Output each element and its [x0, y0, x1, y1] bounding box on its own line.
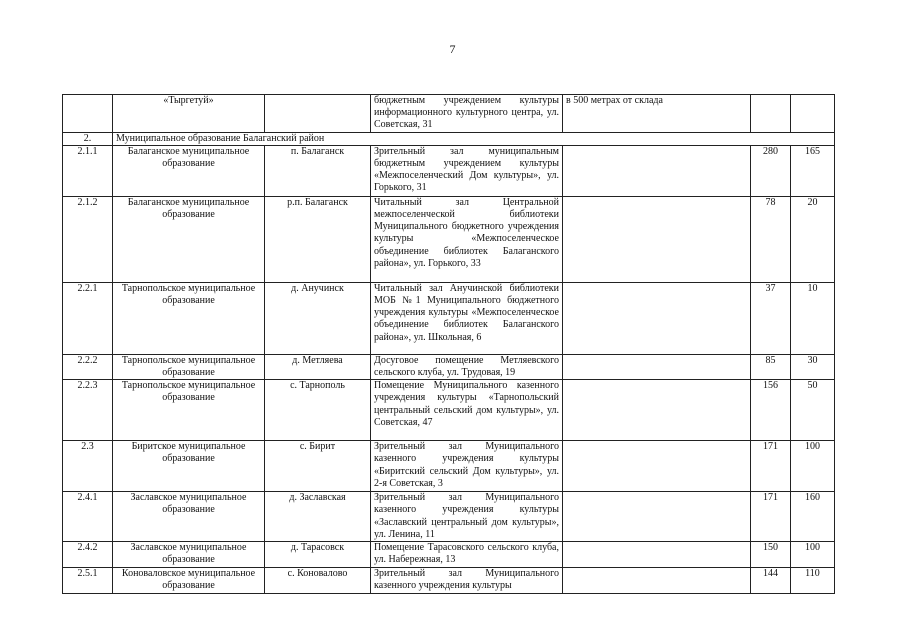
cell-num: 2.2.1	[63, 282, 113, 354]
cell-num: 2.5.1	[63, 567, 113, 593]
cell-locality: д. Метляева	[265, 354, 371, 379]
cell-municipality: Заславское муниципальное образование	[113, 542, 265, 567]
cell-place: Помещение Муниципального казенного учреждения культуры «Тарнопольский центральный сельский дом культуры», ул. Советская, 47	[371, 380, 563, 441]
table-row	[63, 567, 835, 593]
cell-area: 50	[791, 380, 835, 441]
cell-locality: п. Балаганск	[265, 145, 371, 196]
table-row	[63, 145, 835, 196]
cell-locality: д. Анучинск	[265, 282, 371, 354]
cell-num: 2.4.2	[63, 542, 113, 567]
table-row	[63, 354, 835, 379]
cell-note	[563, 145, 751, 196]
cell-locality: р.п. Балаганск	[265, 196, 371, 282]
cell-note	[563, 196, 751, 282]
cell-area	[791, 95, 835, 133]
cell-capacity: 144	[751, 567, 791, 593]
cell-num: 2.1.1	[63, 145, 113, 196]
cell-capacity: 37	[751, 282, 791, 354]
cell-capacity: 85	[751, 354, 791, 379]
cell-locality: с. Коновалово	[265, 567, 371, 593]
table-row	[63, 542, 835, 567]
section-row	[63, 132, 835, 145]
cell-area: 20	[791, 196, 835, 282]
cell-area: 110	[791, 567, 835, 593]
cell-note	[563, 492, 751, 542]
cell-num: 2.1.2	[63, 196, 113, 282]
cell-note	[563, 282, 751, 354]
cell-place: Зрительный зал муниципальным бюджетным учреждением культуры «Межпоселенческий Дом культуры», ул. Горького, 31	[371, 145, 563, 196]
cell-place: Зрительный зал Муниципального казенного учреждения культуры	[371, 567, 563, 593]
cell-area: 100	[791, 542, 835, 567]
table-row	[63, 282, 835, 354]
cell-capacity: 156	[751, 380, 791, 441]
table-row-continued	[63, 95, 835, 133]
cell-capacity: 280	[751, 145, 791, 196]
cell-municipality: Коноваловское муниципальное образование	[113, 567, 265, 593]
cell-locality: с. Тарнополь	[265, 380, 371, 441]
cell-locality: д. Заславская	[265, 492, 371, 542]
cell-capacity: 171	[751, 441, 791, 492]
cell-municipality: «Тыргетуй»	[113, 95, 265, 133]
cell-num: 2.2.3	[63, 380, 113, 441]
cell-place: Читальный зал Центральной межпоселенческой библиотеки Муниципального бюджетного учреждения культуры «Межпоселенческое объединение библиотек Балаганского района», ул. Горького, 33	[371, 196, 563, 282]
cell-note	[563, 380, 751, 441]
cell-municipality: Балаганское муниципальное образование	[113, 196, 265, 282]
cell-note	[563, 354, 751, 379]
cell-locality	[265, 95, 371, 133]
cell-num: 2.3	[63, 441, 113, 492]
cell-note: в 500 метрах от склада	[563, 95, 751, 133]
cell-note	[563, 542, 751, 567]
cell-municipality: Балаганское муниципальное образование	[113, 145, 265, 196]
section-title: Муниципальное образование Балаганский район	[113, 132, 835, 145]
table-row	[63, 492, 835, 542]
cell-capacity: 171	[751, 492, 791, 542]
cell-municipality: Тарнопольское муниципальное образование	[113, 282, 265, 354]
cell-municipality: Тарнопольское муниципальное образование	[113, 354, 265, 379]
section-number: 2.	[63, 132, 113, 145]
cell-place: Читальный зал Анучинской библиотеки МОБ №1 Муниципального бюджетного учреждения культуры «Межпоселенческое объединение библиотек Балаганского района», ул. Школьная, 6	[371, 282, 563, 354]
cell-place: Помещение Тарасовского сельского клуба, ул. Набережная, 13	[371, 542, 563, 567]
cell-place: бюджетным учреждением культуры информационного культурного центра, ул. Советская, 31	[371, 95, 563, 133]
cell-locality: с. Бирит	[265, 441, 371, 492]
cell-capacity: 150	[751, 542, 791, 567]
cell-area: 100	[791, 441, 835, 492]
shelter-table	[62, 94, 835, 594]
cell-municipality: Биритское муниципальное образование	[113, 441, 265, 492]
cell-municipality: Тарнопольское муниципальное образование	[113, 380, 265, 441]
table-row	[63, 441, 835, 492]
table-row	[63, 196, 835, 282]
cell-note	[563, 441, 751, 492]
cell-num	[63, 95, 113, 133]
cell-area: 160	[791, 492, 835, 542]
cell-num: 2.4.1	[63, 492, 113, 542]
cell-place: Досуговое помещение Метляевского сельского клуба, ул. Трудовая, 19	[371, 354, 563, 379]
cell-note	[563, 567, 751, 593]
cell-locality: д. Тарасовск	[265, 542, 371, 567]
cell-num: 2.2.2	[63, 354, 113, 379]
cell-place: Зрительный зал Муниципального казенного учреждения культуры «Заславский центральный дом культуры», ул. Ленина, 11	[371, 492, 563, 542]
cell-area: 30	[791, 354, 835, 379]
table-row	[63, 380, 835, 441]
cell-municipality: Заславское муниципальное образование	[113, 492, 265, 542]
cell-capacity: 78	[751, 196, 791, 282]
cell-capacity	[751, 95, 791, 133]
cell-area: 10	[791, 282, 835, 354]
cell-place: Зрительный зал Муниципального казенного учреждения культуры «Биритский сельский Дом культуры», ул. 2-я Советская, 3	[371, 441, 563, 492]
page-number: 7	[449, 42, 456, 56]
cell-area: 165	[791, 145, 835, 196]
